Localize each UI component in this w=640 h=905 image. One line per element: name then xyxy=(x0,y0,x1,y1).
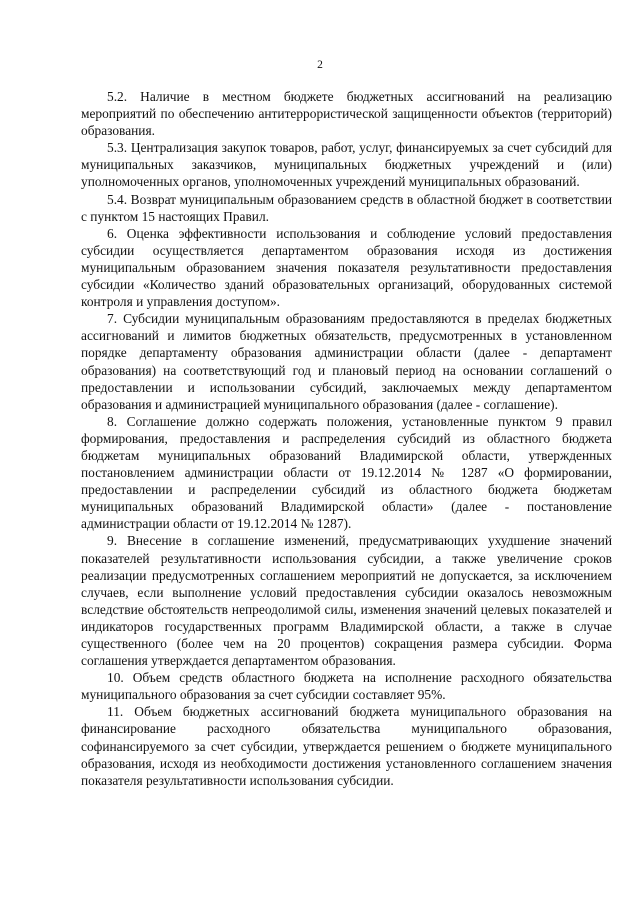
paragraph-5-4: 5.4. Возврат муниципальным образованием средств в областной бюджет в соответствии с пунктом 15 настоящих Правил. xyxy=(81,191,612,224)
paragraph-7: 7. Субсидии муниципальным образованиям предоставляются в пределах бюджетных ассигнований и лимитов бюджетных обязательств, предусмотренных в установленном порядке департаменту образования администрации области (далее - департамент образования) на соответствующий год и плановый период на основании соглашений о предоставлении и использовании субсидий, заключаемых между департаментом образования и администрацией муниципального образования (далее - соглашение). xyxy=(81,311,612,412)
paragraph-11: 11. Объем бюджетных ассигнований бюджета муниципального образования на финансирование расходного обязательства муниципального образования, софинансируемого за счет субсидии, утверждается решением о бюджете муниципального образования, исходя из необходимости достижения установленного соглашением значения показателя результативности использования субсидии. xyxy=(81,704,612,788)
document-body xyxy=(81,88,612,789)
page-number: 2 xyxy=(317,59,323,71)
paragraph-10: 10. Объем средств областного бюджета на исполнение расходного обязательства муниципального образования за счет субсидии составляет 95%. xyxy=(81,670,612,703)
paragraph-6: 6. Оценка эффективности использования и соблюдение условий предоставления субсидии осуществляется департаментом образования исходя из достижения муниципальным образованием значения показателя результативности предоставления субсидии «Количество зданий образовательных организаций, оборудованных системой контроля и управления доступом». xyxy=(81,225,612,310)
paragraph-9: 9. Внесение в соглашение изменений, предусматривающих ухудшение значений показателей результативности использования субсидии, а также увеличение сроков реализации предусмотренных соглашением мероприятий не допускается, за исключением случаев, если выполнение условий предоставления субсидии оказалось невозможным вследствие обстоятельств непреодолимой силы, изменения значений целевых показателей и индикаторов государственных программ Владимирской области, а также в случае существенного (более чем на 20 процентов) сокращения размера субсидии. Форма соглашения утверждается департаментом образования. xyxy=(81,533,612,669)
paragraph-5-3: 5.3. Централизация закупок товаров, работ, услуг, финансируемых за счет субсидий для муниципальных заказчиков, муниципальных бюджетных учреждений и (или) уполномоченных органов, уполномоченных учреждений муниципальных образований. xyxy=(81,140,612,190)
paragraph-5-2: 5.2. Наличие в местном бюджете бюджетных ассигнований на реализацию мероприятий по обеспечению антитеррористической защищенности объектов (территорий) образования. xyxy=(81,89,612,139)
paragraph-8: 8. Соглашение должно содержать положения, установленные пунктом 9 правил формирования, предоставления и распределения субсидий из областного бюджета бюджетам муниципальных образований Владимирской области, утвержденных постановлением администрации области от 19.12.2014 № 1287 «О формировании, предоставлении и распределении субсидий из областного бюджета бюджетам муниципальных образований Владимирской области» (далее - постановление администрации области от 19.12.2014 № 1287). xyxy=(81,413,612,532)
